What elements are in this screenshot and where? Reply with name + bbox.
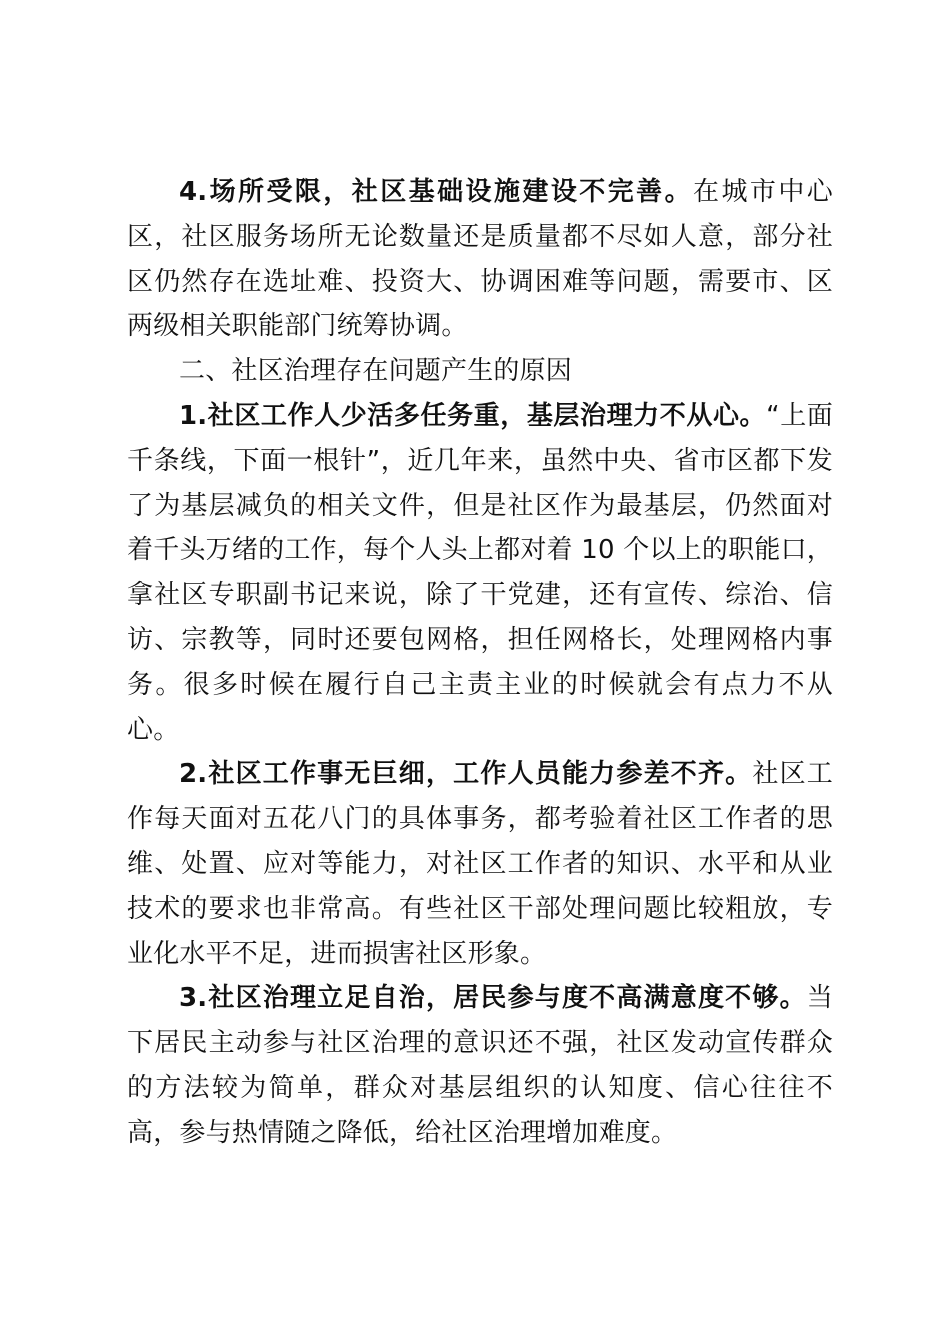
paragraph-lead-capability: 2.社区工作事无巨细，工作人员能力参差不齐。	[179, 759, 753, 790]
paragraph-participation	[127, 976, 833, 1155]
paragraph-facilities	[127, 170, 833, 349]
paragraph-lead-facilities: 4.场所受限，社区基础设施建设不完善。	[179, 177, 694, 207]
paragraph-text-participation: 当下居民主动参与社区治理的意识还不强，社区发动宣传群众的方法较为简单，群众对基层组织的认知度、信心往往不高，参与热情随之降低，给社区治理增加难度。	[127, 983, 833, 1148]
paragraph-lead-participation: 3.社区治理立足自治，居民参与度不高满意度不够。	[179, 983, 807, 1014]
paragraph-text-facilities: 在城市中心区，社区服务场所无论数量还是质量都不尽如人意，部分社区仍然存在选址难、投资大、协调困难等问题，需要市、区两级相关职能部门统筹协调。	[127, 177, 833, 342]
paragraph-text-workload: “上面千条线，下面一根针”，近几年来，虽然中央、省市区都下发了为基层减负的相关文件，但是社区作为最基层，仍然面对着千头万绪的工作，每个人头上都对着 10 个以上的职能口，拿社区专职副书记来说，除了干党建，还有宣传、综治、信访、宗教等，同时还要包网格，担任网格长，处理网格内事务。很多时候在履行自己主责主业的时候就会有点力不从心。	[127, 400, 833, 745]
paragraph-text-capability: 社区工作每天面对五花八门的具体事务，都考验着社区工作者的思维、处置、应对等能力，对社区工作者的知识、水平和从业技术的要求也非常高。有些社区干部处理问题比较粗放，专业化水平不足，进而损害社区形象。	[127, 759, 833, 969]
document-body	[127, 170, 833, 1156]
paragraph-capability	[127, 752, 833, 976]
section-heading-causes	[127, 349, 833, 394]
paragraph-workload	[127, 394, 833, 752]
section-heading-text: 二、社区治理存在问题产生的原因	[179, 356, 573, 387]
paragraph-lead-workload: 1.社区工作人少活多任务重，基层治理力不从心。	[179, 400, 767, 431]
